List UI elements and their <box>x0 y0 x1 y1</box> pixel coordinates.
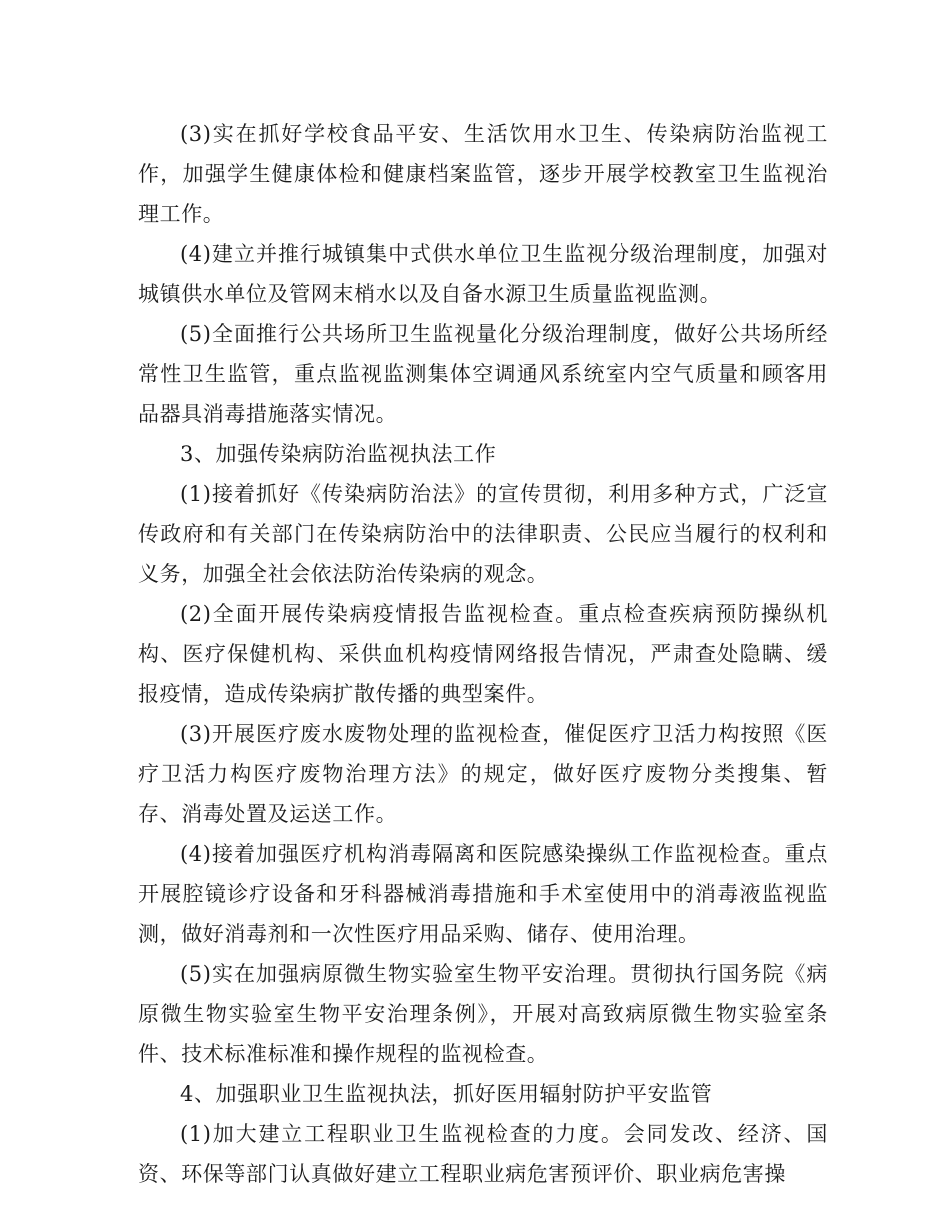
paragraph-1-construction-projects: (1)加大建立工程职业卫生监视检查的力度。会同发改、经济、国资、环保等部门认真做好建立工程职业病危害预评价、职业病危害操 <box>138 1122 828 1186</box>
document-body <box>138 114 828 1194</box>
paragraph-1-law-publicity: (1)接着抓好《传染病防治法》的宣传贯彻，利用多种方式，广泛宣传政府和有关部门在传染病防治中的法律职责、公民应当履行的权利和义务，加强全社会依法防治传染病的观念。 <box>138 482 828 586</box>
paragraph-3-medical-waste: (3)开展医疗废水废物处理的监视检查，催促医疗卫活力构按照《医疗卫活力构医疗废物治理方法》的规定，做好医疗废物分类搜集、暂存、消毒处置及运送工作。 <box>138 722 828 826</box>
paragraph-4-water-supply: (4)建立并推行城镇集中式供水单位卫生监视分级治理制度，加强对城镇供水单位及管网末梢水以及自备水源卫生质量监视监测。 <box>138 242 828 306</box>
paragraph-5-biosafety-lab: (5)实在加强病原微生物实验室生物平安治理。贯彻执行国务院《病原微生物实验室生物平安治理条例》，开展对高致病原微生物实验室条件、技术标准标准和操作规程的监视检查。 <box>138 962 828 1066</box>
section-heading-infectious-disease: 3、加强传染病防治监视执法工作 <box>180 442 497 466</box>
section-heading-occupational-health: 4、加强职业卫生监视执法，抓好医用辐射防护平安监管 <box>180 1082 713 1106</box>
paragraph-5-public-places: (5)全面推行公共场所卫生监视量化分级治理制度，做好公共场所经常性卫生监管，重点监视监测集体空调通风系统室内空气质量和顾客用品器具消毒措施落实情况。 <box>138 322 828 426</box>
paragraph-4-disinfection: (4)接着加强医疗机构消毒隔离和医院感染操纵工作监视检查。重点开展腔镜诊疗设备和牙科器械消毒措施和手术室使用中的消毒液监视监测，做好消毒剂和一次性医疗用品采购、储存、使用治理。 <box>138 842 828 946</box>
paragraph-2-epidemic-reporting: (2)全面开展传染病疫情报告监视检查。重点检查疾病预防操纵机构、医疗保健机构、采供血机构疫情网络报告情况，严肃查处隐瞒、缓报疫情，造成传染病扩散传播的典型案件。 <box>138 602 828 706</box>
paragraph-3-school-hygiene: (3)实在抓好学校食品平安、生活饮用水卫生、传染病防治监视工作，加强学生健康体检和健康档案监管，逐步开展学校教室卫生监视治理工作。 <box>138 122 828 226</box>
